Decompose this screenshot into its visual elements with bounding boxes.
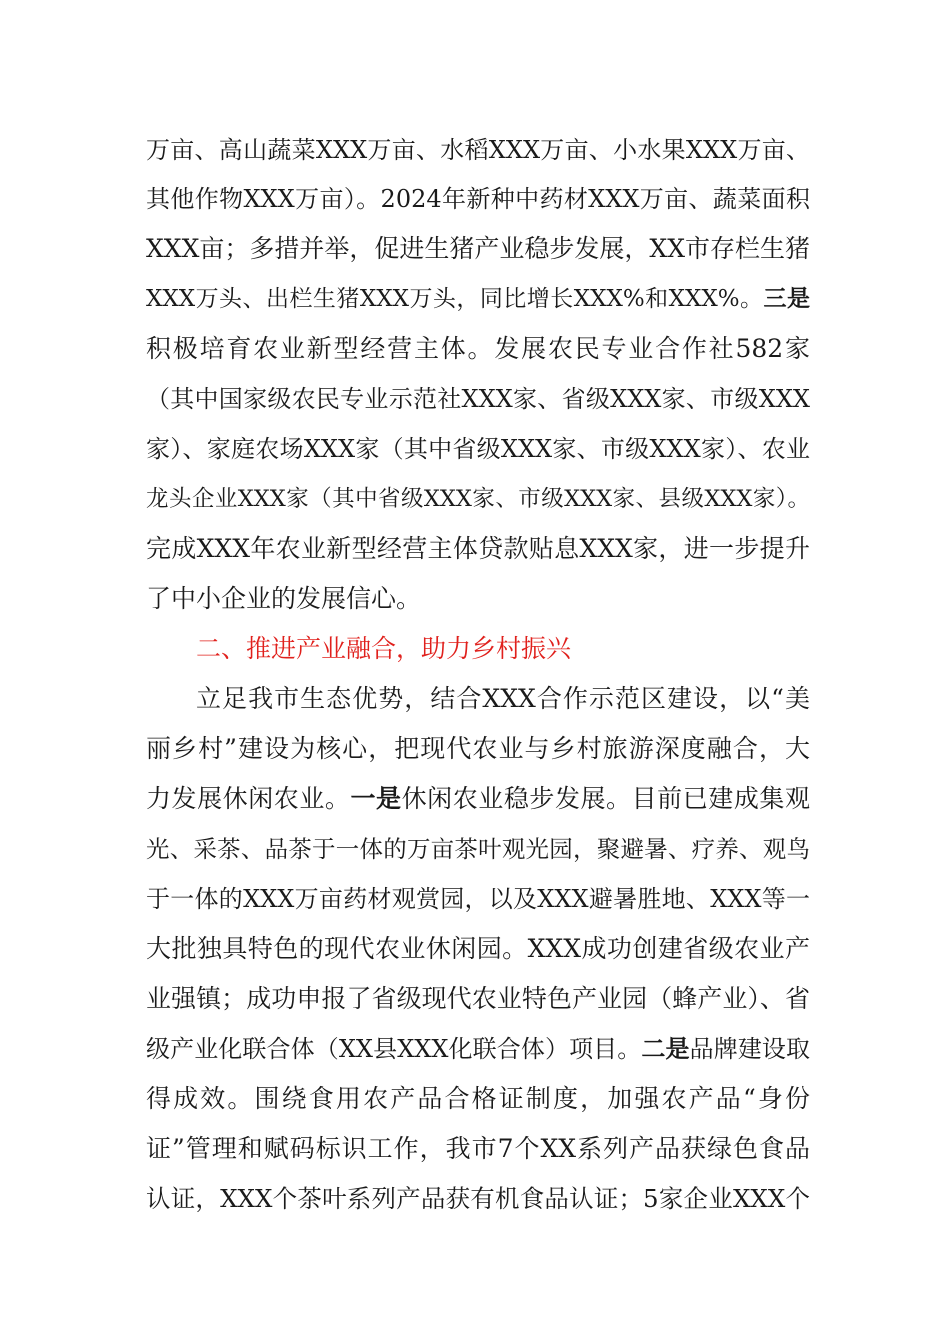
text-run: 力发展休闲农业。	[146, 784, 351, 813]
text-run: XXX亩；多措并举，促进生猪产业稳步发展，XX市存栏生猪	[146, 234, 810, 263]
body-line	[146, 929, 810, 969]
text-run: 万亩、高山蔬菜XXX万亩、水稻XXX万亩、小水果XXX万亩、	[146, 136, 810, 164]
body-line	[146, 579, 810, 619]
text-run: 家）、家庭农场XXX家（其中省级XXX家、市级XXX家）、农业	[146, 435, 810, 463]
text-run: 龙头企业XXX家（其中省级XXX家、市级XXX家、县级XXX家）。	[146, 486, 810, 512]
body-line	[146, 179, 810, 219]
text-run: 光、采茶、品茶于一体的万亩茶叶观光园，聚避暑、疗养、观鸟	[146, 835, 810, 863]
bold-keyword: 一是	[350, 784, 402, 813]
body-line	[146, 130, 810, 170]
text-run: 完成XXX年农业新型经营主体贷款贴息XXX家，进一步提升	[146, 534, 810, 563]
heading-text: 二、推进产业融合，助力乡村振兴	[196, 634, 572, 663]
body-line	[146, 229, 810, 269]
body-line	[146, 829, 810, 869]
body-line	[146, 1129, 810, 1169]
text-run: 了中小企业的发展信心。	[146, 584, 422, 613]
body-line	[146, 479, 810, 519]
body-line	[146, 1029, 810, 1069]
body-line	[146, 879, 810, 919]
text-run: 其他作物XXX万亩）。2024年新种中药材XXX万亩、蔬菜面积	[146, 185, 810, 213]
body-line	[146, 729, 810, 769]
text-run: 立足我市生态优势，结合XXX合作示范区建设，以“美	[196, 684, 810, 713]
body-line	[146, 379, 810, 419]
body-line	[146, 429, 810, 469]
bold-keyword: 二是	[641, 1034, 690, 1063]
text-run: 于一体的XXX万亩药材观赏园，以及XXX避暑胜地、XXX等一	[146, 885, 810, 913]
text-run: （其中国家级农民专业示范社XXX家、省级XXX家、市级XXX	[146, 385, 810, 413]
body-line	[146, 779, 810, 819]
body-line	[146, 279, 810, 319]
body-line	[146, 529, 810, 569]
text-run: 业强镇；成功申报了省级现代农业特色产业园（蜂产业）、省	[146, 984, 810, 1013]
text-run: 休闲农业稳步发展。目前已建成集观	[401, 784, 810, 813]
body-line	[146, 1079, 810, 1119]
text-run: 积极培育农业新型经营主体。发展农民专业合作社582家	[146, 334, 810, 363]
text-run: 品牌建设取	[689, 1035, 811, 1063]
text-run: 级产业化联合体（XX县XXX化联合体）项目。	[146, 1035, 642, 1063]
body-line	[146, 329, 810, 369]
text-run: 丽乡村”建设为核心，把现代农业与乡村旅游深度融合，大	[146, 734, 810, 763]
text-run: 大批独具特色的现代农业休闲园。XXX成功创建省级农业产	[146, 934, 810, 963]
section-heading	[196, 629, 810, 669]
body-line	[146, 1179, 810, 1219]
text-run: 得成效。围绕食用农产品合格证制度，加强农产品“身份	[146, 1084, 810, 1113]
text-run: XXX万头、出栏生猪XXX万头，同比增长XXX%和XXX%。	[146, 286, 764, 312]
text-run: 证”管理和赋码标识工作，我市7个XX系列产品获绿色食品	[146, 1134, 810, 1163]
bold-keyword: 三是	[763, 285, 810, 312]
body-line	[196, 679, 810, 719]
body-line	[146, 979, 810, 1019]
text-run: 认证，XXX个茶叶系列产品获有机食品认证；5家企业XXX个	[146, 1184, 810, 1213]
